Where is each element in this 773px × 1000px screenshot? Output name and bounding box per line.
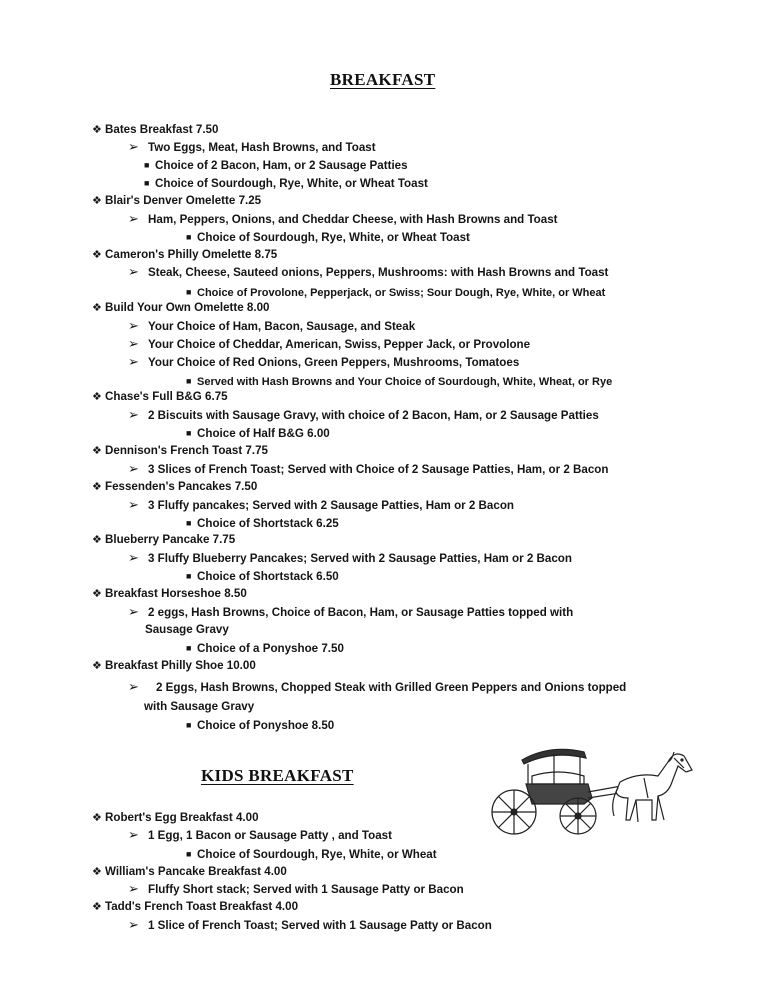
menu-item-choice: ■ Choice of Sourdough, Rye, White, or Wheat xyxy=(186,848,437,861)
menu-item-name: ❖ Chase's Full B&G 6.75 xyxy=(92,390,228,403)
menu-item-name: ❖ Blair's Denver Omelette 7.25 xyxy=(92,194,262,207)
diamond-bullet-icon: ❖ xyxy=(92,901,102,913)
menu-item-name: ❖ Breakfast Philly Shoe 10.00 xyxy=(92,659,256,672)
menu-item-desc: ➢ Steak, Cheese, Sauteed onions, Peppers, Mushrooms: with Hash Browns and Toast xyxy=(128,264,609,279)
diamond-bullet-icon: ❖ xyxy=(92,588,102,600)
square-bullet-icon: ■ xyxy=(186,232,192,242)
arrow-bullet-icon: ➢ xyxy=(128,881,139,896)
arrow-bullet-icon: ➢ xyxy=(128,407,139,422)
menu-item-desc: ➢ 3 Fluffy Blueberry Pancakes; Served with 2 Sausage Patties, Ham or 2 Bacon xyxy=(128,550,572,565)
menu-item-choice: ■ Choice of Sourdough, Rye, White, or Wheat Toast xyxy=(144,177,428,190)
menu-item-name: ❖ Tadd's French Toast Breakfast 4.00 xyxy=(92,900,299,913)
menu-item-choice: ■ Choice of 2 Bacon, Ham, or 2 Sausage Patties xyxy=(144,159,408,172)
menu-item-choice: ■ Choice of Sourdough, Rye, White, or Wheat Toast xyxy=(186,231,470,244)
menu-item-desc: ➢ Two Eggs, Meat, Hash Browns, and Toast xyxy=(128,139,376,154)
square-bullet-icon: ■ xyxy=(186,849,192,859)
menu-item-desc: ➢ 3 Slices of French Toast; Served with Choice of 2 Sausage Patties, Ham, or 2 Bacon xyxy=(128,461,609,476)
menu-item-desc: with Sausage Gravy xyxy=(144,700,255,713)
kids-breakfast-title: KIDS BREAKFAST xyxy=(201,766,354,785)
menu-item-desc: ➢ Your Choice of Cheddar, American, Swiss, Pepper Jack, or Provolone xyxy=(128,336,531,351)
menu-item-desc: ➢ Ham, Peppers, Onions, and Cheddar Cheese, with Hash Browns and Toast xyxy=(128,211,558,226)
diamond-bullet-icon: ❖ xyxy=(92,445,102,457)
square-bullet-icon: ■ xyxy=(144,178,150,188)
menu-item-choice: ■ Choice of Ponyshoe 8.50 xyxy=(186,719,335,732)
arrow-bullet-icon: ➢ xyxy=(128,211,139,226)
diamond-bullet-icon: ❖ xyxy=(92,534,102,546)
breakfast-title: BREAKFAST xyxy=(330,70,436,89)
arrow-bullet-icon: ➢ xyxy=(128,497,139,512)
arrow-bullet-icon: ➢ xyxy=(128,679,139,694)
diamond-bullet-icon: ❖ xyxy=(92,866,102,878)
menu-item-desc: ➢ 2 eggs, Hash Browns, Choice of Bacon, Ham, or Sausage Patties topped with xyxy=(128,604,574,619)
menu-item-name: ❖ Robert's Egg Breakfast 4.00 xyxy=(92,811,259,824)
arrow-bullet-icon: ➢ xyxy=(128,917,139,932)
menu-item-desc: ➢ Your Choice of Red Onions, Green Peppers, Mushrooms, Tomatoes xyxy=(128,354,520,369)
menu-item-choice: ■ Choice of Provolone, Pepperjack, or Swiss; Sour Dough, Rye, White, or Wheat xyxy=(186,287,606,299)
menu-item-desc: ➢ 1 Slice of French Toast; Served with 1 Sausage Patty or Bacon xyxy=(128,917,492,932)
menu-item-name: ❖ Dennison's French Toast 7.75 xyxy=(92,444,268,457)
menu-item-name: ❖ Blueberry Pancake 7.75 xyxy=(92,533,236,546)
menu-item-desc: ➢ Fluffy Short stack; Served with 1 Sausage Patty or Bacon xyxy=(128,881,464,896)
diamond-bullet-icon: ❖ xyxy=(92,391,102,403)
arrow-bullet-icon: ➢ xyxy=(128,604,139,619)
diamond-bullet-icon: ❖ xyxy=(92,195,102,207)
arrow-bullet-icon: ➢ xyxy=(128,318,139,333)
diamond-bullet-icon: ❖ xyxy=(92,124,102,136)
diamond-bullet-icon: ❖ xyxy=(92,812,102,824)
arrow-bullet-icon: ➢ xyxy=(128,336,139,351)
menu-item-choice: ■ Choice of a Ponyshoe 7.50 xyxy=(186,642,344,655)
arrow-bullet-icon: ➢ xyxy=(128,264,139,279)
arrow-bullet-icon: ➢ xyxy=(128,461,139,476)
menu-item-choice: ■ Choice of Half B&G 6.00 xyxy=(186,427,330,440)
arrow-bullet-icon: ➢ xyxy=(128,550,139,565)
menu-item-name: ❖ Breakfast Horseshoe 8.50 xyxy=(92,587,247,600)
arrow-bullet-icon: ➢ xyxy=(128,354,139,369)
menu-item-desc: ➢ 1 Egg, 1 Bacon or Sausage Patty , and Toast xyxy=(128,827,392,842)
square-bullet-icon: ■ xyxy=(186,428,192,438)
square-bullet-icon: ■ xyxy=(186,643,192,653)
diamond-bullet-icon: ❖ xyxy=(92,660,102,672)
menu-item-desc: Sausage Gravy xyxy=(145,623,229,636)
diamond-bullet-icon: ❖ xyxy=(92,249,102,261)
square-bullet-icon: ■ xyxy=(144,160,150,170)
menu-item-name: ❖ Fessenden's Pancakes 7.50 xyxy=(92,480,258,493)
menu-item-choice: ■ Choice of Shortstack 6.50 xyxy=(186,570,339,583)
diamond-bullet-icon: ❖ xyxy=(92,481,102,493)
menu-item-name: ❖ Cameron's Philly Omelette 8.75 xyxy=(92,248,278,261)
arrow-bullet-icon: ➢ xyxy=(128,827,139,842)
menu-item-name: ❖ Bates Breakfast 7.50 xyxy=(92,123,219,136)
menu-item-desc: ➢ 2 Biscuits with Sausage Gravy, with choice of 2 Bacon, Ham, or 2 Sausage Patties xyxy=(128,407,599,422)
menu-item-desc: ➢ Your Choice of Ham, Bacon, Sausage, and Steak xyxy=(128,318,416,333)
square-bullet-icon: ■ xyxy=(186,518,192,528)
square-bullet-icon: ■ xyxy=(186,571,192,581)
menu-item-desc: ➢ 2 Eggs, Hash Browns, Chopped Steak with Grilled Green Peppers and Onions topped xyxy=(128,679,627,694)
square-bullet-icon: ■ xyxy=(186,720,192,730)
menu-item-name: ❖ William's Pancake Breakfast 4.00 xyxy=(92,865,287,878)
diamond-bullet-icon: ❖ xyxy=(92,302,102,314)
menu-item-desc: ➢ 3 Fluffy pancakes; Served with 2 Sausage Patties, Ham or 2 Bacon xyxy=(128,497,514,512)
square-bullet-icon: ■ xyxy=(186,376,192,386)
horse-carriage-illustration xyxy=(488,742,694,842)
menu-item-name: ❖ Build Your Own Omelette 8.00 xyxy=(92,301,270,314)
arrow-bullet-icon: ➢ xyxy=(128,139,139,154)
menu-item-choice: ■ Choice of Shortstack 6.25 xyxy=(186,517,339,530)
square-bullet-icon: ■ xyxy=(186,287,192,297)
menu-item-choice: ■ Served with Hash Browns and Your Choice of Sourdough, White, Wheat, or Rye xyxy=(186,376,613,388)
